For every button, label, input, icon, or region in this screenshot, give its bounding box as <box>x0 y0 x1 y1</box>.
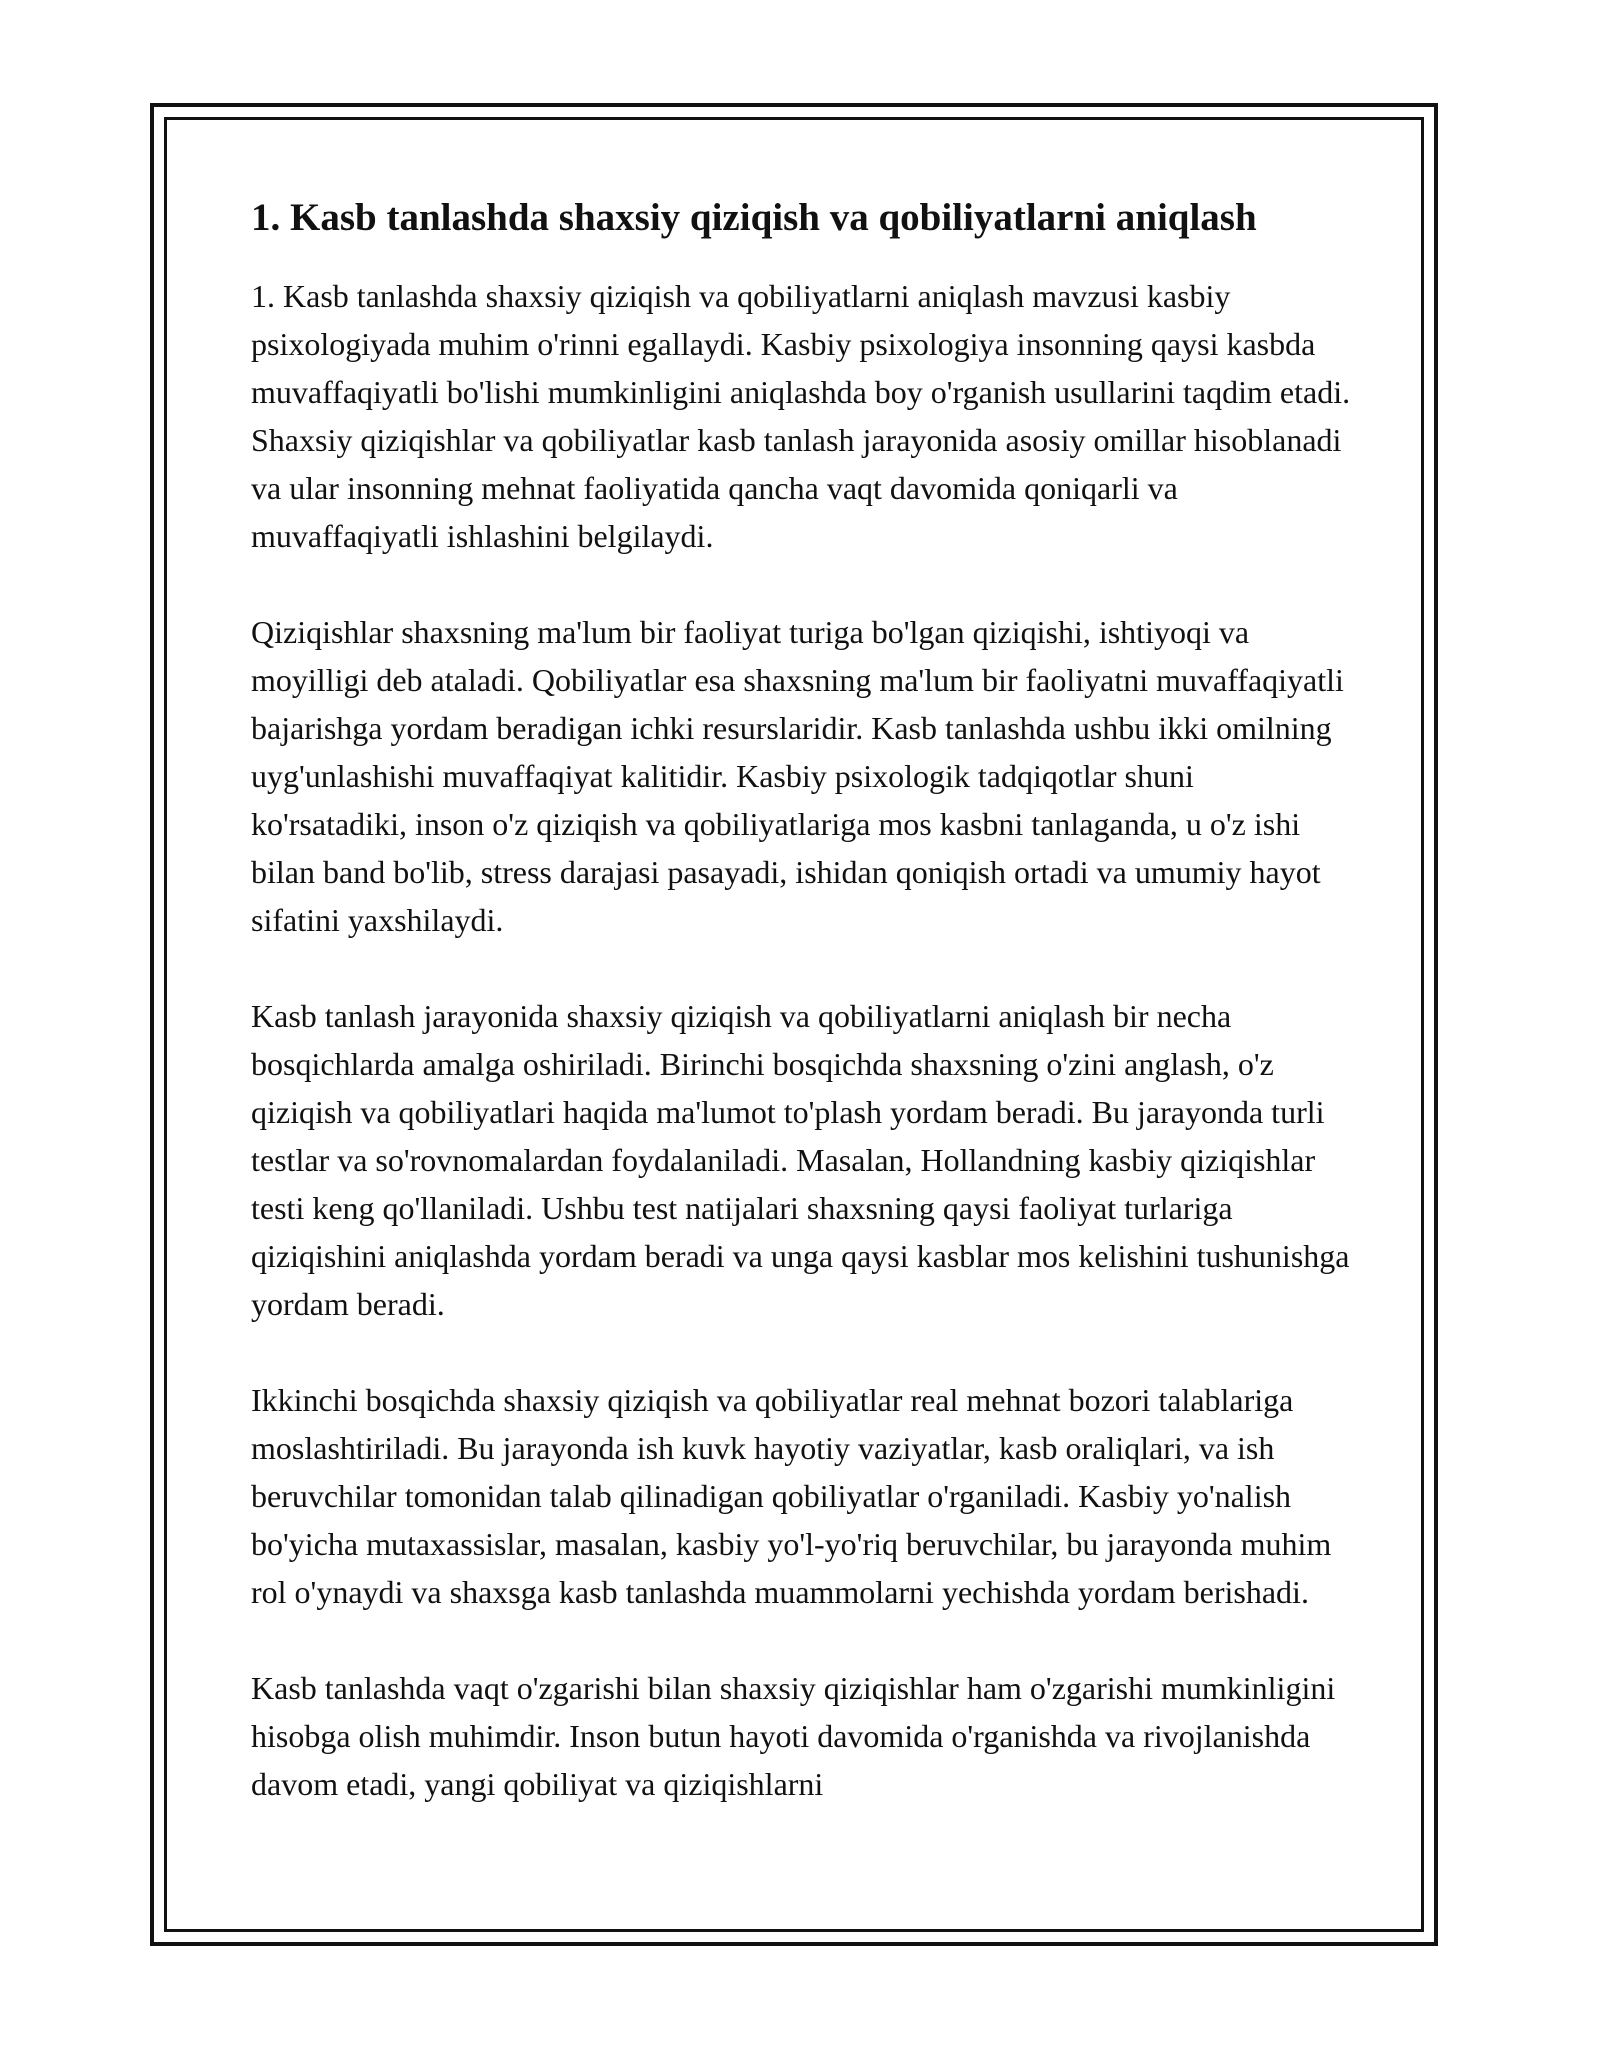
paragraph-3: Kasb tanlash jarayonida shaxsiy qiziqish va qobiliyatlarni aniqlash bir necha bosqichlarda amalga oshiriladi. Birinchi bosqichda shaxsning o'zini anglash, o'z qiziqish va qobiliyatlari haqida ma'lumot to'plash yordam beradi. Bu jarayonda turli testlar va so'rovnomalardan foydalaniladi. Masalan, Hollandning kasbiy qiziqishlar testi keng qo'llaniladi. Ushbu test natijalari shaxsning qaysi faoliyat turlariga qiziqishini aniqlashda yordam beradi va unga qaysi kasblar mos kelishini tushunishga yordam beradi. <box>251 997 1350 1322</box>
document-heading: 1. Kasb tanlashda shaxsiy qiziqish va qobiliyatlarni aniqlash <box>251 196 1257 239</box>
page-frame-inner <box>164 117 1424 1932</box>
document-content <box>251 195 1356 1856</box>
page-frame <box>150 103 1438 1946</box>
paragraph-4: Ikkinchi bosqichda shaxsiy qiziqish va qobiliyatlar real mehnat bozori talablariga moslashtiriladi. Bu jarayonda ish kuvk hayotiy vaziyatlar, kasb oraliqlari, va ish beruvchilar tomonidan talab qilinadigan qobiliyatlar o'rganiladi. Kasbiy yo'nalish bo'yicha mutaxassislar, masalan, kasbiy yo'l-yo'riq beruvchilar, bu jarayonda muhim rol o'ynaydi va shaxsga kasb tanlashda muammolarni yechishda yordam berishadi. <box>251 1381 1332 1610</box>
paragraph-2: Qiziqishlar shaxsning ma'lum bir faoliyat turiga bo'lgan qiziqishi, ishtiyoqi va moyilligi deb ataladi. Qobiliyatlar esa shaxsning ma'lum bir faoliyatni muvaffaqiyatli bajarishga yordam beradigan ichki resurslaridir. Kasb tanlashda ushbu ikki omilning uyg'unlashishi muvaffaqiyat kalitidir. Kasbiy psixologik tadqiqotlar shuni ko'rsatadiki, inson o'z qiziqish va qobiliyatlariga mos kasbni tanlaganda, u o'z ishi bilan band bo'lib, stress darajasi pasayadi, ishidan qoniqish ortadi va umumiy hayot sifatini yaxshilaydi. <box>251 613 1344 938</box>
paragraph-1: 1. Kasb tanlashda shaxsiy qiziqish va qobiliyatlarni aniqlash mavzusi kasbiy psixologiyada muhim o'rinni egallaydi. Kasbiy psixologiya insonning qaysi kasbda muvaffaqiyatli bo'lishi mumkinligini aniqlashda boy o'rganish usullarini taqdim etadi. Shaxsiy qiziqishlar va qobiliyatlar kasb tanlash jarayonida asosiy omillar hisoblanadi va ular insonning mehnat faoliyatida qancha vaqt davomida qoniqarli va muvaffaqiyatli ishlashini belgilaydi. <box>251 277 1351 554</box>
paragraph-5: Kasb tanlashda vaqt o'zgarishi bilan shaxsiy qiziqishlar ham o'zgarishi mumkinligini hisobga olish muhimdir. Inson butun hayoti davomida o'rganishda va rivojlanishda davom etadi, yangi qobiliyat va qiziqishlarni <box>251 1669 1336 1802</box>
